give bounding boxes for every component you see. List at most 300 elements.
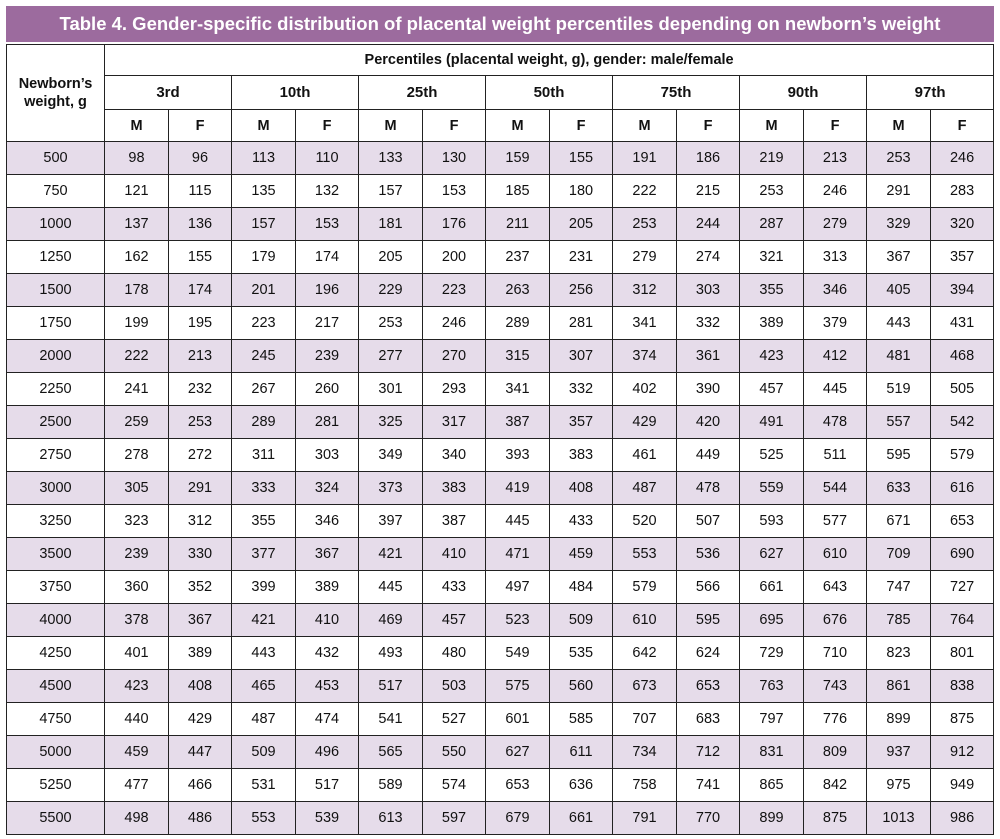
percentile-header: 25th <box>359 76 486 110</box>
table-row <box>7 208 994 241</box>
placental-weight-cell: 307 <box>550 340 613 373</box>
placental-weight-cell: 507 <box>677 505 740 538</box>
placental-weight-cell: 421 <box>232 604 296 637</box>
placental-weight-cell: 229 <box>359 274 423 307</box>
placental-weight-cell: 421 <box>359 538 423 571</box>
placental-weight-cell: 653 <box>677 670 740 703</box>
placental-weight-cell: 949 <box>931 769 994 802</box>
placental-weight-cell: 329 <box>867 208 931 241</box>
placental-weight-cell: 313 <box>804 241 867 274</box>
placental-weight-cell: 196 <box>296 274 359 307</box>
placental-weight-cell: 293 <box>423 373 486 406</box>
placental-weight-cell: 445 <box>486 505 550 538</box>
placental-weight-cell: 324 <box>296 472 359 505</box>
table-row <box>7 571 994 604</box>
placental-weight-cell: 241 <box>105 373 169 406</box>
placental-weight-cell: 542 <box>931 406 994 439</box>
placental-weight-cell: 303 <box>296 439 359 472</box>
placental-weight-cell: 875 <box>931 703 994 736</box>
placental-weight-cell: 484 <box>550 571 613 604</box>
newborn-weight-cell: 3000 <box>7 472 105 505</box>
placental-weight-cell: 320 <box>931 208 994 241</box>
table-row <box>7 373 994 406</box>
placental-weight-cell: 195 <box>169 307 232 340</box>
placental-weight-cell: 474 <box>296 703 359 736</box>
placental-weight-cell: 727 <box>931 571 994 604</box>
female-header: F <box>423 110 486 142</box>
placental-weight-cell: 823 <box>867 637 931 670</box>
placental-weight-cell: 367 <box>296 538 359 571</box>
placental-weight-cell: 213 <box>804 142 867 175</box>
placental-weight-cell: 627 <box>740 538 804 571</box>
percentile-header: 50th <box>486 76 613 110</box>
placental-weight-cell: 394 <box>931 274 994 307</box>
male-header: M <box>740 110 804 142</box>
placental-weight-cell: 341 <box>486 373 550 406</box>
placental-weight-cell: 661 <box>550 802 613 835</box>
placental-weight-cell: 642 <box>613 637 677 670</box>
placental-weight-cell: 323 <box>105 505 169 538</box>
placental-weight-cell: 253 <box>867 142 931 175</box>
placental-weight-cell: 597 <box>423 802 486 835</box>
placental-weight-cell: 624 <box>677 637 740 670</box>
placental-weight-cell: 211 <box>486 208 550 241</box>
placental-weight-cell: 679 <box>486 802 550 835</box>
placental-weight-cell: 205 <box>550 208 613 241</box>
placental-weight-cell: 374 <box>613 340 677 373</box>
placental-weight-cell: 535 <box>550 637 613 670</box>
placental-weight-cell: 443 <box>867 307 931 340</box>
placental-weight-cell: 743 <box>804 670 867 703</box>
placental-weight-cell: 461 <box>613 439 677 472</box>
placental-weight-cell: 791 <box>613 802 677 835</box>
placental-weight-cell: 408 <box>550 472 613 505</box>
table-row <box>7 307 994 340</box>
placental-weight-cell: 253 <box>169 406 232 439</box>
placental-weight-cell: 593 <box>740 505 804 538</box>
placental-weight-cell: 135 <box>232 175 296 208</box>
placental-weight-cell: 357 <box>550 406 613 439</box>
placental-weight-cell: 205 <box>359 241 423 274</box>
newborn-weight-cell: 1000 <box>7 208 105 241</box>
placental-weight-cell: 246 <box>931 142 994 175</box>
placental-weight-cell: 239 <box>105 538 169 571</box>
placental-weight-cell: 191 <box>613 142 677 175</box>
placental-weight-cell: 776 <box>804 703 867 736</box>
placental-weight-cell: 616 <box>931 472 994 505</box>
placental-weight-cell: 389 <box>740 307 804 340</box>
placental-weight-cell: 267 <box>232 373 296 406</box>
table-row <box>7 472 994 505</box>
placental-weight-cell: 861 <box>867 670 931 703</box>
table-row <box>7 406 994 439</box>
placental-weight-cell: 199 <box>105 307 169 340</box>
placental-weight-cell: 412 <box>804 340 867 373</box>
placental-weight-cell: 174 <box>169 274 232 307</box>
percentiles-group-header: Percentiles (placental weight, g), gender: male/female <box>105 45 994 76</box>
placental-weight-cell: 525 <box>740 439 804 472</box>
placental-weight-cell: 278 <box>105 439 169 472</box>
placental-weight-cell: 279 <box>804 208 867 241</box>
placental-weight-cell: 367 <box>867 241 931 274</box>
placental-weight-cell: 130 <box>423 142 486 175</box>
placental-weight-cell: 912 <box>931 736 994 769</box>
placental-weight-cell: 303 <box>677 274 740 307</box>
placental-weight-cell: 741 <box>677 769 740 802</box>
placental-weight-cell: 332 <box>550 373 613 406</box>
placental-weight-cell: 389 <box>169 637 232 670</box>
placental-weight-cell: 544 <box>804 472 867 505</box>
placental-weight-cell: 683 <box>677 703 740 736</box>
placental-weight-cell: 487 <box>613 472 677 505</box>
placental-weight-cell: 539 <box>296 802 359 835</box>
placental-weight-cell: 520 <box>613 505 677 538</box>
placental-weight-cell: 272 <box>169 439 232 472</box>
placental-weight-cell: 387 <box>486 406 550 439</box>
placental-weight-cell: 260 <box>296 373 359 406</box>
placental-weight-cell: 389 <box>296 571 359 604</box>
placental-weight-cell: 401 <box>105 637 169 670</box>
placental-weight-cell: 96 <box>169 142 232 175</box>
placental-weight-cell: 201 <box>232 274 296 307</box>
female-header: F <box>677 110 740 142</box>
placental-weight-cell: 509 <box>550 604 613 637</box>
placental-weight-cell: 553 <box>613 538 677 571</box>
placental-weight-cell: 136 <box>169 208 232 241</box>
placental-weight-cell: 443 <box>232 637 296 670</box>
male-header: M <box>486 110 550 142</box>
placental-weight-cell: 162 <box>105 241 169 274</box>
placental-weight-cell: 181 <box>359 208 423 241</box>
placental-weight-cell: 496 <box>296 736 359 769</box>
placental-weight-cell: 281 <box>296 406 359 439</box>
placental-weight-cell: 246 <box>423 307 486 340</box>
placental-weight-cell: 423 <box>105 670 169 703</box>
placental-weight-cell: 468 <box>931 340 994 373</box>
percentile-header: 90th <box>740 76 867 110</box>
placental-weight-cell: 361 <box>677 340 740 373</box>
table-row <box>7 175 994 208</box>
placental-weight-cell: 559 <box>740 472 804 505</box>
placental-weight-cell: 459 <box>105 736 169 769</box>
table-row <box>7 670 994 703</box>
table-row <box>7 439 994 472</box>
placental-weight-cell: 289 <box>232 406 296 439</box>
table-row <box>7 142 994 175</box>
placental-weight-cell: 176 <box>423 208 486 241</box>
placental-weight-cell: 457 <box>740 373 804 406</box>
placental-weight-cell: 157 <box>232 208 296 241</box>
placental-weight-cell: 283 <box>931 175 994 208</box>
placental-weight-cell: 405 <box>867 274 931 307</box>
percentile-header: 75th <box>613 76 740 110</box>
newborn-weight-cell: 4500 <box>7 670 105 703</box>
male-header: M <box>359 110 423 142</box>
table-row <box>7 538 994 571</box>
placental-weight-cell: 279 <box>613 241 677 274</box>
placental-weight-cell: 98 <box>105 142 169 175</box>
female-header: F <box>550 110 613 142</box>
placental-weight-cell: 263 <box>486 274 550 307</box>
placental-weight-cell: 523 <box>486 604 550 637</box>
placental-weight-cell: 695 <box>740 604 804 637</box>
male-header: M <box>867 110 931 142</box>
placental-weight-cell: 402 <box>613 373 677 406</box>
placental-weight-cell: 333 <box>232 472 296 505</box>
placental-weight-cell: 420 <box>677 406 740 439</box>
table-row <box>7 736 994 769</box>
placental-weight-cell: 899 <box>740 802 804 835</box>
placental-weight-cell: 180 <box>550 175 613 208</box>
placental-weight-cell: 377 <box>232 538 296 571</box>
newborn-weight-cell: 5250 <box>7 769 105 802</box>
placental-weight-cell: 565 <box>359 736 423 769</box>
placental-weight-cell: 432 <box>296 637 359 670</box>
placental-weight-cell: 274 <box>677 241 740 274</box>
placental-weight-cell: 137 <box>105 208 169 241</box>
placental-weight-cell: 429 <box>169 703 232 736</box>
placental-weight-cell: 671 <box>867 505 931 538</box>
placental-weight-cell: 531 <box>232 769 296 802</box>
placental-weight-cell: 155 <box>550 142 613 175</box>
percentile-header: 10th <box>232 76 359 110</box>
placental-weight-cell: 174 <box>296 241 359 274</box>
placental-weight-cell: 747 <box>867 571 931 604</box>
placental-weight-cell: 349 <box>359 439 423 472</box>
placental-weight-cell: 673 <box>613 670 677 703</box>
placental-weight-cell: 509 <box>232 736 296 769</box>
placental-weight-cell: 153 <box>296 208 359 241</box>
placental-weight-cell: 595 <box>867 439 931 472</box>
placental-weight-cell: 312 <box>169 505 232 538</box>
placental-weight-cell: 480 <box>423 637 486 670</box>
placental-weight-cell: 121 <box>105 175 169 208</box>
placental-weight-cell: 478 <box>804 406 867 439</box>
placental-weight-cell: 281 <box>550 307 613 340</box>
placental-weight-cell: 429 <box>613 406 677 439</box>
placental-weight-cell: 643 <box>804 571 867 604</box>
placental-weight-cell: 566 <box>677 571 740 604</box>
placental-weight-cell: 289 <box>486 307 550 340</box>
placental-weight-cell: 785 <box>867 604 931 637</box>
placental-weight-cell: 527 <box>423 703 486 736</box>
placental-weight-cell: 498 <box>105 802 169 835</box>
placental-weight-cell: 1013 <box>867 802 931 835</box>
placental-weight-cell: 611 <box>550 736 613 769</box>
placental-weight-cell: 179 <box>232 241 296 274</box>
placental-weight-cell: 387 <box>423 505 486 538</box>
placental-weight-cell: 865 <box>740 769 804 802</box>
placental-weight-cell: 729 <box>740 637 804 670</box>
placental-weight-cell: 157 <box>359 175 423 208</box>
placental-weight-cell: 239 <box>296 340 359 373</box>
placental-weight-cell: 661 <box>740 571 804 604</box>
placental-weight-cell: 557 <box>867 406 931 439</box>
newborn-weight-cell: 4750 <box>7 703 105 736</box>
placental-weight-table <box>6 44 994 835</box>
placental-weight-cell: 511 <box>804 439 867 472</box>
placental-weight-cell: 113 <box>232 142 296 175</box>
male-header: M <box>613 110 677 142</box>
percentile-header: 3rd <box>105 76 232 110</box>
placental-weight-cell: 355 <box>232 505 296 538</box>
female-header: F <box>931 110 994 142</box>
placental-weight-cell: 153 <box>423 175 486 208</box>
placental-weight-cell: 709 <box>867 538 931 571</box>
placental-weight-cell: 575 <box>486 670 550 703</box>
placental-weight-cell: 237 <box>486 241 550 274</box>
placental-weight-cell: 589 <box>359 769 423 802</box>
placental-weight-cell: 185 <box>486 175 550 208</box>
table-title: Table 4. Gender-specific distribution of placental weight percentiles depending on newborn’s weight <box>6 6 994 42</box>
placental-weight-cell: 390 <box>677 373 740 406</box>
placental-weight-cell: 445 <box>359 571 423 604</box>
placental-weight-cell: 379 <box>804 307 867 340</box>
table-row <box>7 637 994 670</box>
placental-weight-cell: 155 <box>169 241 232 274</box>
placental-weight-cell: 842 <box>804 769 867 802</box>
placental-weight-cell: 505 <box>931 373 994 406</box>
newborn-weight-cell: 750 <box>7 175 105 208</box>
placental-weight-cell: 585 <box>550 703 613 736</box>
placental-weight-cell: 937 <box>867 736 931 769</box>
placental-weight-cell: 291 <box>867 175 931 208</box>
placental-weight-cell: 287 <box>740 208 804 241</box>
percentile-header: 97th <box>867 76 994 110</box>
placental-weight-cell: 519 <box>867 373 931 406</box>
placental-weight-cell: 447 <box>169 736 232 769</box>
placental-weight-cell: 232 <box>169 373 232 406</box>
newborn-weight-header <box>7 45 105 142</box>
placental-weight-cell: 690 <box>931 538 994 571</box>
male-header: M <box>105 110 169 142</box>
newborn-weight-cell: 2750 <box>7 439 105 472</box>
newborn-weight-cell: 2500 <box>7 406 105 439</box>
placental-weight-cell: 653 <box>931 505 994 538</box>
placental-weight-cell: 340 <box>423 439 486 472</box>
table-row <box>7 274 994 307</box>
placental-weight-cell: 312 <box>613 274 677 307</box>
placental-weight-cell: 481 <box>867 340 931 373</box>
placental-weight-cell: 305 <box>105 472 169 505</box>
placental-weight-cell: 797 <box>740 703 804 736</box>
table-row <box>7 505 994 538</box>
placental-weight-cell: 373 <box>359 472 423 505</box>
placental-weight-cell: 469 <box>359 604 423 637</box>
placental-weight-cell: 610 <box>804 538 867 571</box>
placental-weight-cell: 574 <box>423 769 486 802</box>
female-header: F <box>169 110 232 142</box>
placental-weight-cell: 899 <box>867 703 931 736</box>
placental-weight-cell: 321 <box>740 241 804 274</box>
newborn-weight-cell: 3500 <box>7 538 105 571</box>
placental-weight-cell: 245 <box>232 340 296 373</box>
placental-weight-cell: 222 <box>613 175 677 208</box>
placental-weight-cell: 471 <box>486 538 550 571</box>
newborn-weight-cell: 2000 <box>7 340 105 373</box>
placental-weight-cell: 770 <box>677 802 740 835</box>
placental-weight-cell: 317 <box>423 406 486 439</box>
placental-weight-cell: 397 <box>359 505 423 538</box>
table-row <box>7 340 994 373</box>
placental-weight-cell: 315 <box>486 340 550 373</box>
placental-weight-cell: 325 <box>359 406 423 439</box>
placental-weight-cell: 244 <box>677 208 740 241</box>
newborn-weight-cell: 1250 <box>7 241 105 274</box>
placental-weight-cell: 332 <box>677 307 740 340</box>
placental-weight-cell: 346 <box>296 505 359 538</box>
newborn-weight-cell: 4000 <box>7 604 105 637</box>
placental-weight-cell: 431 <box>931 307 994 340</box>
newborn-weight-cell: 5500 <box>7 802 105 835</box>
placental-weight-cell: 217 <box>296 307 359 340</box>
placental-weight-cell: 459 <box>550 538 613 571</box>
male-header: M <box>232 110 296 142</box>
placental-weight-cell: 259 <box>105 406 169 439</box>
placental-weight-cell: 132 <box>296 175 359 208</box>
placental-weight-cell: 277 <box>359 340 423 373</box>
placental-weight-cell: 801 <box>931 637 994 670</box>
table-row <box>7 802 994 835</box>
placental-weight-cell: 301 <box>359 373 423 406</box>
placental-weight-cell: 764 <box>931 604 994 637</box>
placental-weight-cell: 433 <box>550 505 613 538</box>
placental-weight-cell: 579 <box>613 571 677 604</box>
placental-weight-cell: 360 <box>105 571 169 604</box>
newborn-weight-cell: 1500 <box>7 274 105 307</box>
table-row <box>7 241 994 274</box>
placental-weight-cell: 710 <box>804 637 867 670</box>
placental-weight-cell: 653 <box>486 769 550 802</box>
placental-weight-cell: 579 <box>931 439 994 472</box>
placental-weight-cell: 383 <box>423 472 486 505</box>
placental-weight-cell: 986 <box>931 802 994 835</box>
placental-weight-cell: 838 <box>931 670 994 703</box>
placental-weight-cell: 478 <box>677 472 740 505</box>
newborn-weight-cell: 4250 <box>7 637 105 670</box>
placental-weight-cell: 378 <box>105 604 169 637</box>
placental-weight-cell: 707 <box>613 703 677 736</box>
newborn-weight-cell: 5000 <box>7 736 105 769</box>
placental-weight-cell: 627 <box>486 736 550 769</box>
placental-weight-cell: 453 <box>296 670 359 703</box>
placental-weight-cell: 734 <box>613 736 677 769</box>
placental-weight-cell: 213 <box>169 340 232 373</box>
placental-weight-cell: 610 <box>613 604 677 637</box>
newborn-weight-cell: 3750 <box>7 571 105 604</box>
placental-weight-cell: 831 <box>740 736 804 769</box>
placental-weight-cell: 636 <box>550 769 613 802</box>
placental-weight-cell: 466 <box>169 769 232 802</box>
table-row <box>7 769 994 802</box>
newborn-weight-cell: 2250 <box>7 373 105 406</box>
placental-weight-cell: 497 <box>486 571 550 604</box>
placental-weight-cell: 270 <box>423 340 486 373</box>
placental-weight-cell: 330 <box>169 538 232 571</box>
female-header: F <box>296 110 359 142</box>
placental-weight-cell: 355 <box>740 274 804 307</box>
placental-weight-cell: 393 <box>486 439 550 472</box>
placental-weight-cell: 975 <box>867 769 931 802</box>
placental-weight-cell: 408 <box>169 670 232 703</box>
placental-weight-cell: 465 <box>232 670 296 703</box>
placental-weight-cell: 517 <box>296 769 359 802</box>
placental-weight-cell: 219 <box>740 142 804 175</box>
table-row <box>7 703 994 736</box>
placental-weight-cell: 449 <box>677 439 740 472</box>
placental-weight-cell: 477 <box>105 769 169 802</box>
placental-weight-cell: 186 <box>677 142 740 175</box>
